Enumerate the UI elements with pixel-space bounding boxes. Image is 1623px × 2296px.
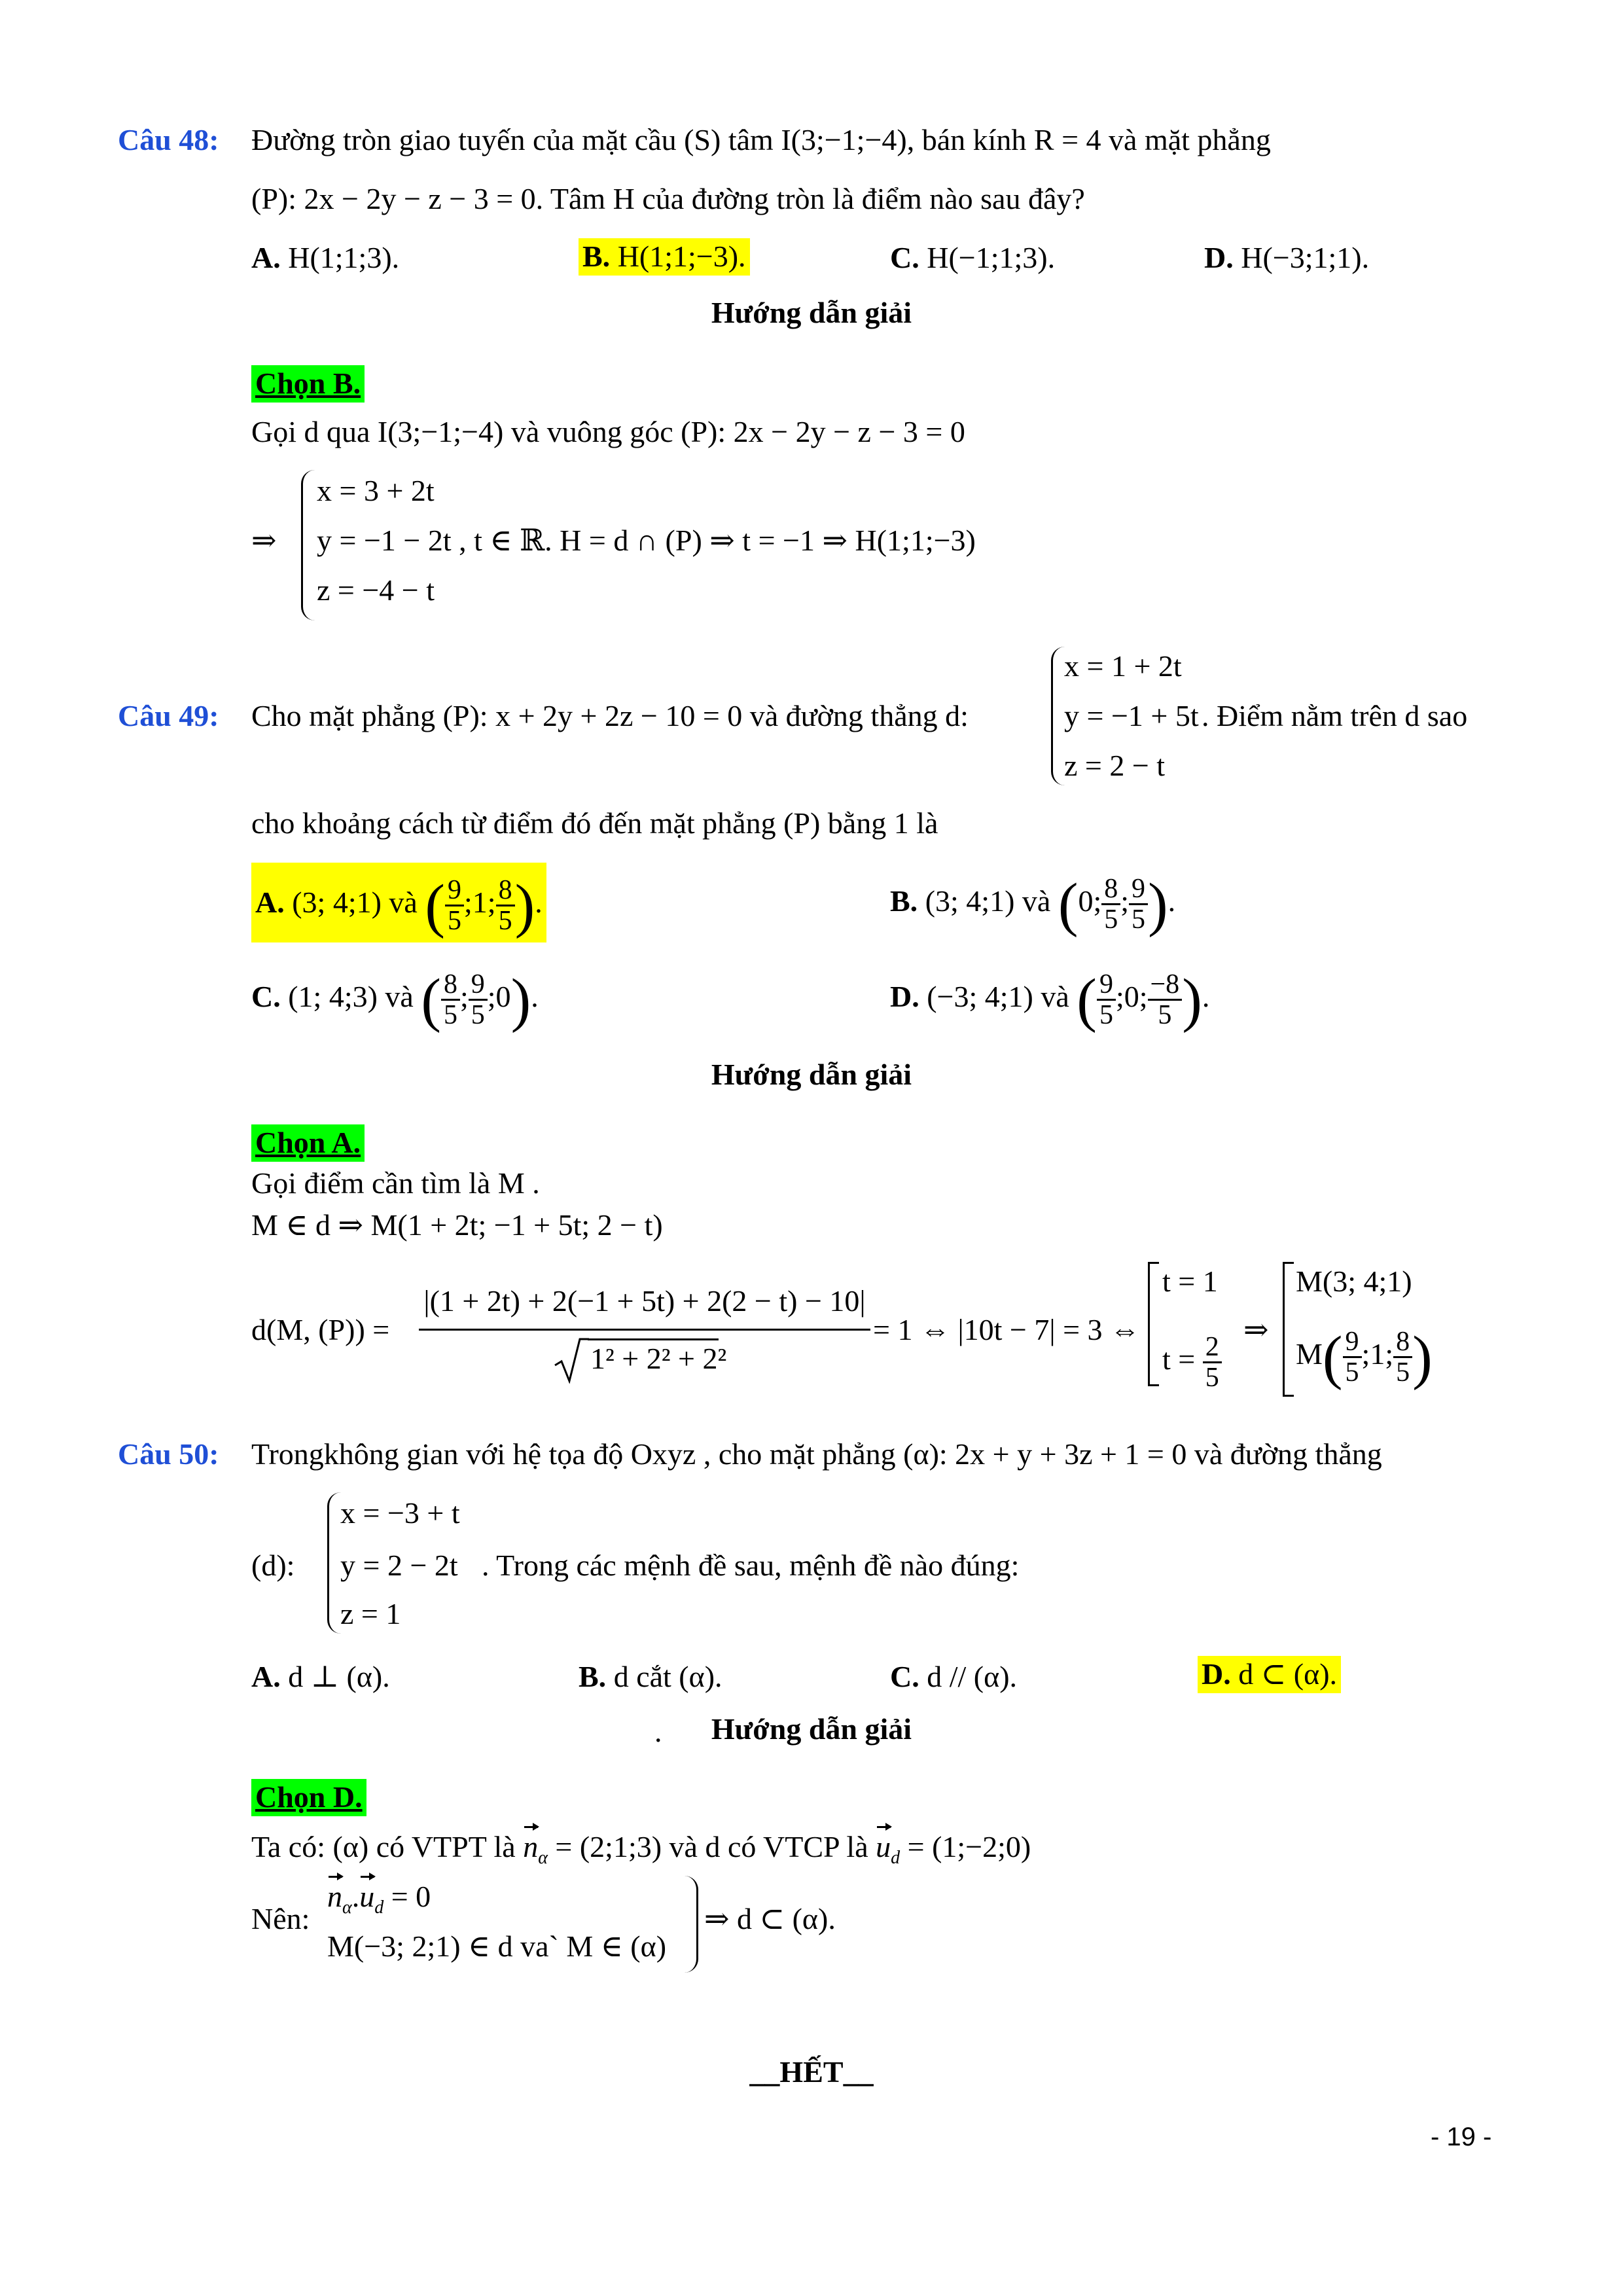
- option-text: d // (α).: [927, 1660, 1018, 1693]
- q49-option-a-correct[interactable]: A. (3; 4;1) và ( $\frac{9}{5}$ ;1; $\frac{8}{5}$ ).: [251, 863, 546, 942]
- denominator: 5: [1205, 1363, 1219, 1393]
- text-part: = (1;−2;0): [907, 1830, 1031, 1863]
- vector-subscript: d: [374, 1897, 384, 1918]
- numerator: −8: [1148, 970, 1183, 1001]
- fraction: [496, 876, 515, 935]
- option-prefix: (3; 4;1) và: [925, 884, 1051, 918]
- q48-system-row3: z = −4 − t: [317, 573, 435, 607]
- option-text: d ⊥ (α).: [288, 1660, 390, 1693]
- q49-distance-numerator: |(1 + 2t) + 2(−1 + 5t) + 2(2 − t) − 10|: [423, 1284, 866, 1318]
- page-number: - 19 -: [1431, 2123, 1492, 2151]
- q49-result2: [1296, 1316, 1433, 1393]
- radical-sign-icon: [554, 1336, 589, 1384]
- fraction: [1129, 874, 1148, 934]
- coordinate: 0;: [1078, 884, 1102, 918]
- radical-overline: [588, 1338, 719, 1340]
- option-key: B.: [579, 1660, 607, 1693]
- denominator: 5: [1158, 999, 1172, 1030]
- numerator: 2: [1203, 1333, 1222, 1363]
- q50-stray-dot: .: [654, 1715, 662, 1748]
- q49-choose: [251, 1124, 365, 1162]
- close-paren: ): [1412, 1323, 1433, 1391]
- choose-text: Chọn A.: [255, 1126, 361, 1159]
- denominator: 5: [448, 905, 461, 936]
- q50-choose: [251, 1779, 366, 1816]
- denominator: 5: [1099, 999, 1113, 1030]
- fraction: [1393, 1327, 1412, 1387]
- coordinate: ;0: [487, 980, 511, 1013]
- q50-condition1: $n_\alpha.u_d = 0$: [327, 1880, 431, 1918]
- text-part: = (2;1;3) và d có VTCP là: [555, 1830, 868, 1863]
- q49-distance-denominator: 1² + 2² + 2²: [590, 1342, 727, 1375]
- direction-vector-symbol: [359, 1880, 374, 1914]
- fraction: [1097, 970, 1116, 1030]
- q49-fraction-bar: [419, 1329, 870, 1331]
- numerator: 9: [469, 970, 488, 1001]
- fraction: [1101, 874, 1120, 934]
- option-key: A.: [251, 1660, 281, 1693]
- case2-prefix: t =: [1162, 1342, 1196, 1376]
- fraction: [1343, 1327, 1362, 1387]
- q48-arrow: ⇒: [251, 524, 277, 557]
- vector-subscript: α: [342, 1897, 352, 1918]
- numerator: 9: [1129, 874, 1148, 905]
- q50-label: Câu 50:: [118, 1437, 219, 1471]
- q49-case1: t = 1: [1162, 1265, 1218, 1298]
- q48-stem-line1: Đường tròn giao tuyến của mặt cầu (S) tâm I(3;−1;−4), bán kính R = 4 và mặt phẳng: [251, 123, 1271, 156]
- numerator: 8: [1101, 874, 1120, 905]
- close-paren: ): [1148, 870, 1168, 938]
- open-paren: (: [425, 872, 445, 939]
- q49-system-brace: [1051, 647, 1065, 785]
- option-prefix: (−3; 4;1) và: [927, 980, 1069, 1013]
- q50-solution-line1: [251, 1830, 1031, 1869]
- vector-letter: u: [876, 1830, 891, 1863]
- separator: ;1;: [464, 886, 496, 919]
- q50-stem-line1: Trongkhông gian với hệ tọa độ Oxyz , cho mặt phẳng (α): 2x + y + 3z + 1 = 0 và đường thẳng: [251, 1437, 1382, 1471]
- numerator: 8: [496, 876, 515, 906]
- option-key: A.: [251, 241, 281, 274]
- text-part: = 0: [391, 1880, 431, 1913]
- denominator: 5: [1104, 904, 1118, 935]
- q49-system-row3: z = 2 − t: [1064, 749, 1166, 782]
- q50-option-a[interactable]: [251, 1660, 390, 1695]
- option-key: B.: [582, 240, 611, 273]
- q48-guide-heading: Hướng dẫn giải: [711, 296, 912, 329]
- q49-label: Câu 49:: [118, 699, 219, 732]
- q49-implies: ⇒: [1243, 1313, 1269, 1346]
- fraction: [1203, 1333, 1222, 1392]
- q49-option-b[interactable]: B. (3; 4;1) và (0; $\frac{8}{5}$ ; $\frac{9}{5}$ ).: [890, 870, 1176, 938]
- denominator: 5: [1345, 1357, 1359, 1388]
- vector-subscript: d: [891, 1848, 901, 1869]
- open-paren: (: [421, 966, 441, 1033]
- denominator: 5: [1132, 904, 1146, 935]
- option-prefix: (1; 4;3) và: [288, 980, 414, 1013]
- q48-stem-line2: (P): 2x − 2y − z − 3 = 0. Tâm H của đường tròn là điểm nào sau đây?: [251, 182, 1085, 215]
- option-text: d ⊂ (α).: [1238, 1657, 1338, 1691]
- q50-stem-line2-end: . Trong các mệnh đề sau, mệnh đề nào đúng:: [482, 1549, 1020, 1582]
- q50-system-row1: x = −3 + t: [340, 1496, 460, 1530]
- direction-vector-symbol: [876, 1830, 891, 1865]
- vector-subscript: α: [538, 1848, 548, 1869]
- q50-guide-heading: Hướng dẫn giải: [711, 1712, 912, 1746]
- numerator: 8: [441, 970, 460, 1001]
- choose-text: Chọn B.: [255, 367, 361, 400]
- q49-case2: [1162, 1333, 1222, 1392]
- q50-option-b[interactable]: [579, 1660, 722, 1695]
- option-key: D.: [1204, 241, 1234, 274]
- text-part: Ta có: (α) có VTPT là: [251, 1830, 516, 1863]
- fraction: [445, 876, 464, 935]
- open-paren: (: [1058, 870, 1079, 938]
- option-key: C.: [890, 1660, 919, 1693]
- q49-solution-line2: M ∈ d ⇒ M(1 + 2t; −1 + 5t; 2 − t): [251, 1208, 663, 1242]
- end-marker: __HẾT__: [749, 2055, 874, 2089]
- q49-distance-lhs: d(M, (P)) =: [251, 1313, 390, 1346]
- q49-results-bracket: [1283, 1262, 1294, 1397]
- q48-system-brace: [301, 470, 315, 620]
- q49-result1: M(3; 4;1): [1296, 1265, 1412, 1298]
- close-paren: ): [510, 966, 531, 1033]
- q49-option-d[interactable]: D. (−3; 4;1) và ( $\frac{9}{5}$ ;0; $\frac{-8}{5}$ ).: [890, 966, 1210, 1033]
- q50-system-row3: z = 1: [340, 1597, 401, 1630]
- fraction: [441, 970, 460, 1030]
- numerator: 9: [445, 876, 464, 906]
- option-text: H(−1;1;3).: [927, 241, 1056, 274]
- option-key: D.: [1202, 1657, 1231, 1691]
- q49-stem-line2: cho khoảng cách từ điểm đó đến mặt phẳng (P) bằng 1 là: [251, 806, 938, 840]
- q49-stem: Cho mặt phẳng (P): x + 2y + 2z − 10 = 0 và đường thẳng d:: [251, 699, 969, 732]
- choose-text: Chọn D.: [255, 1780, 363, 1814]
- vector-letter: n: [327, 1880, 342, 1913]
- numerator: 8: [1393, 1327, 1412, 1358]
- q50-conditions-brace: [685, 1876, 698, 1973]
- q48-option-a[interactable]: [251, 241, 399, 276]
- open-paren: (: [1322, 1323, 1343, 1391]
- q49-guide-heading: Hướng dẫn giải: [711, 1058, 912, 1091]
- q48-system-row2: y = −1 − 2t , t ∈ ℝ. H = d ∩ (P) ⇒ t = −1 ⇒ H(1;1;−3): [317, 524, 976, 557]
- denominator: 5: [444, 999, 457, 1030]
- open-paren: (: [1077, 966, 1097, 1033]
- vector-letter: n: [523, 1830, 539, 1863]
- q50-nen: Nên:: [251, 1902, 310, 1935]
- q49-solution-line1: Gọi điểm cần tìm là M .: [251, 1166, 540, 1200]
- denominator: 5: [498, 905, 512, 936]
- option-key: A.: [255, 886, 285, 919]
- q48-label: Câu 48:: [118, 123, 219, 156]
- fraction: [1148, 970, 1183, 1030]
- denominator: 5: [1396, 1357, 1410, 1388]
- option-key: B.: [890, 884, 918, 918]
- q49-option-c[interactable]: C. (1; 4;3) và ( $\frac{8}{5}$ ; $\frac{9}{5}$ ;0).: [251, 966, 539, 1033]
- option-key: D.: [890, 980, 919, 1013]
- q48-solution-line1: Gọi d qua I(3;−1;−4) và vuông góc (P): 2x − 2y − z − 3 = 0: [251, 415, 965, 448]
- q49-distance-rhs: = 1 ⇔ |10t − 7| = 3 ⇔: [873, 1313, 1141, 1346]
- option-text: H(1;1;−3).: [617, 240, 746, 273]
- q48-system-row1: x = 3 + 2t: [317, 474, 435, 507]
- q48-option-c[interactable]: [890, 241, 1055, 276]
- q50-option-d-correct[interactable]: [1198, 1656, 1341, 1693]
- option-prefix: (3; 4;1) và: [292, 886, 418, 919]
- normal-vector-symbol: [327, 1880, 342, 1914]
- option-text: H(1;1;3).: [288, 241, 400, 274]
- q48-option-b-correct[interactable]: [579, 238, 750, 276]
- q49-system-row2: y = −1 + 5t: [1064, 699, 1199, 732]
- close-paren: ): [1182, 966, 1202, 1033]
- separator: ;1;: [1361, 1337, 1394, 1371]
- q49-system-row1: x = 1 + 2t: [1064, 649, 1182, 683]
- q50-condition2: M(−3; 2;1) ∈ d va` M ∈ (α): [327, 1929, 667, 1963]
- q50-d-prefix: (d):: [251, 1549, 295, 1582]
- q49-cases-bracket: [1148, 1262, 1159, 1386]
- numerator: 9: [1097, 970, 1116, 1001]
- q50-system-brace: [327, 1492, 341, 1634]
- option-key: C.: [251, 980, 281, 1013]
- fraction: [469, 970, 488, 1030]
- q48-choose: [251, 365, 365, 403]
- numerator: 9: [1343, 1327, 1362, 1358]
- vector-letter: u: [359, 1880, 375, 1913]
- q49-stem-end: . Điểm nằm trên d sao: [1202, 699, 1468, 732]
- option-text: H(−3;1;1).: [1241, 241, 1370, 274]
- close-paren: ): [514, 872, 535, 939]
- option-text: d cắt (α).: [613, 1660, 722, 1693]
- q50-conclusion: ⇒ d ⊂ (α).: [704, 1902, 836, 1935]
- q50-option-c[interactable]: [890, 1660, 1017, 1695]
- separator: ;0;: [1115, 980, 1148, 1013]
- option-key: C.: [890, 241, 919, 274]
- normal-vector-symbol: [523, 1830, 538, 1865]
- q48-option-d[interactable]: [1204, 241, 1369, 276]
- q50-system-row2: y = 2 − 2t: [340, 1549, 458, 1582]
- denominator: 5: [471, 999, 485, 1030]
- point-name: M: [1296, 1337, 1323, 1371]
